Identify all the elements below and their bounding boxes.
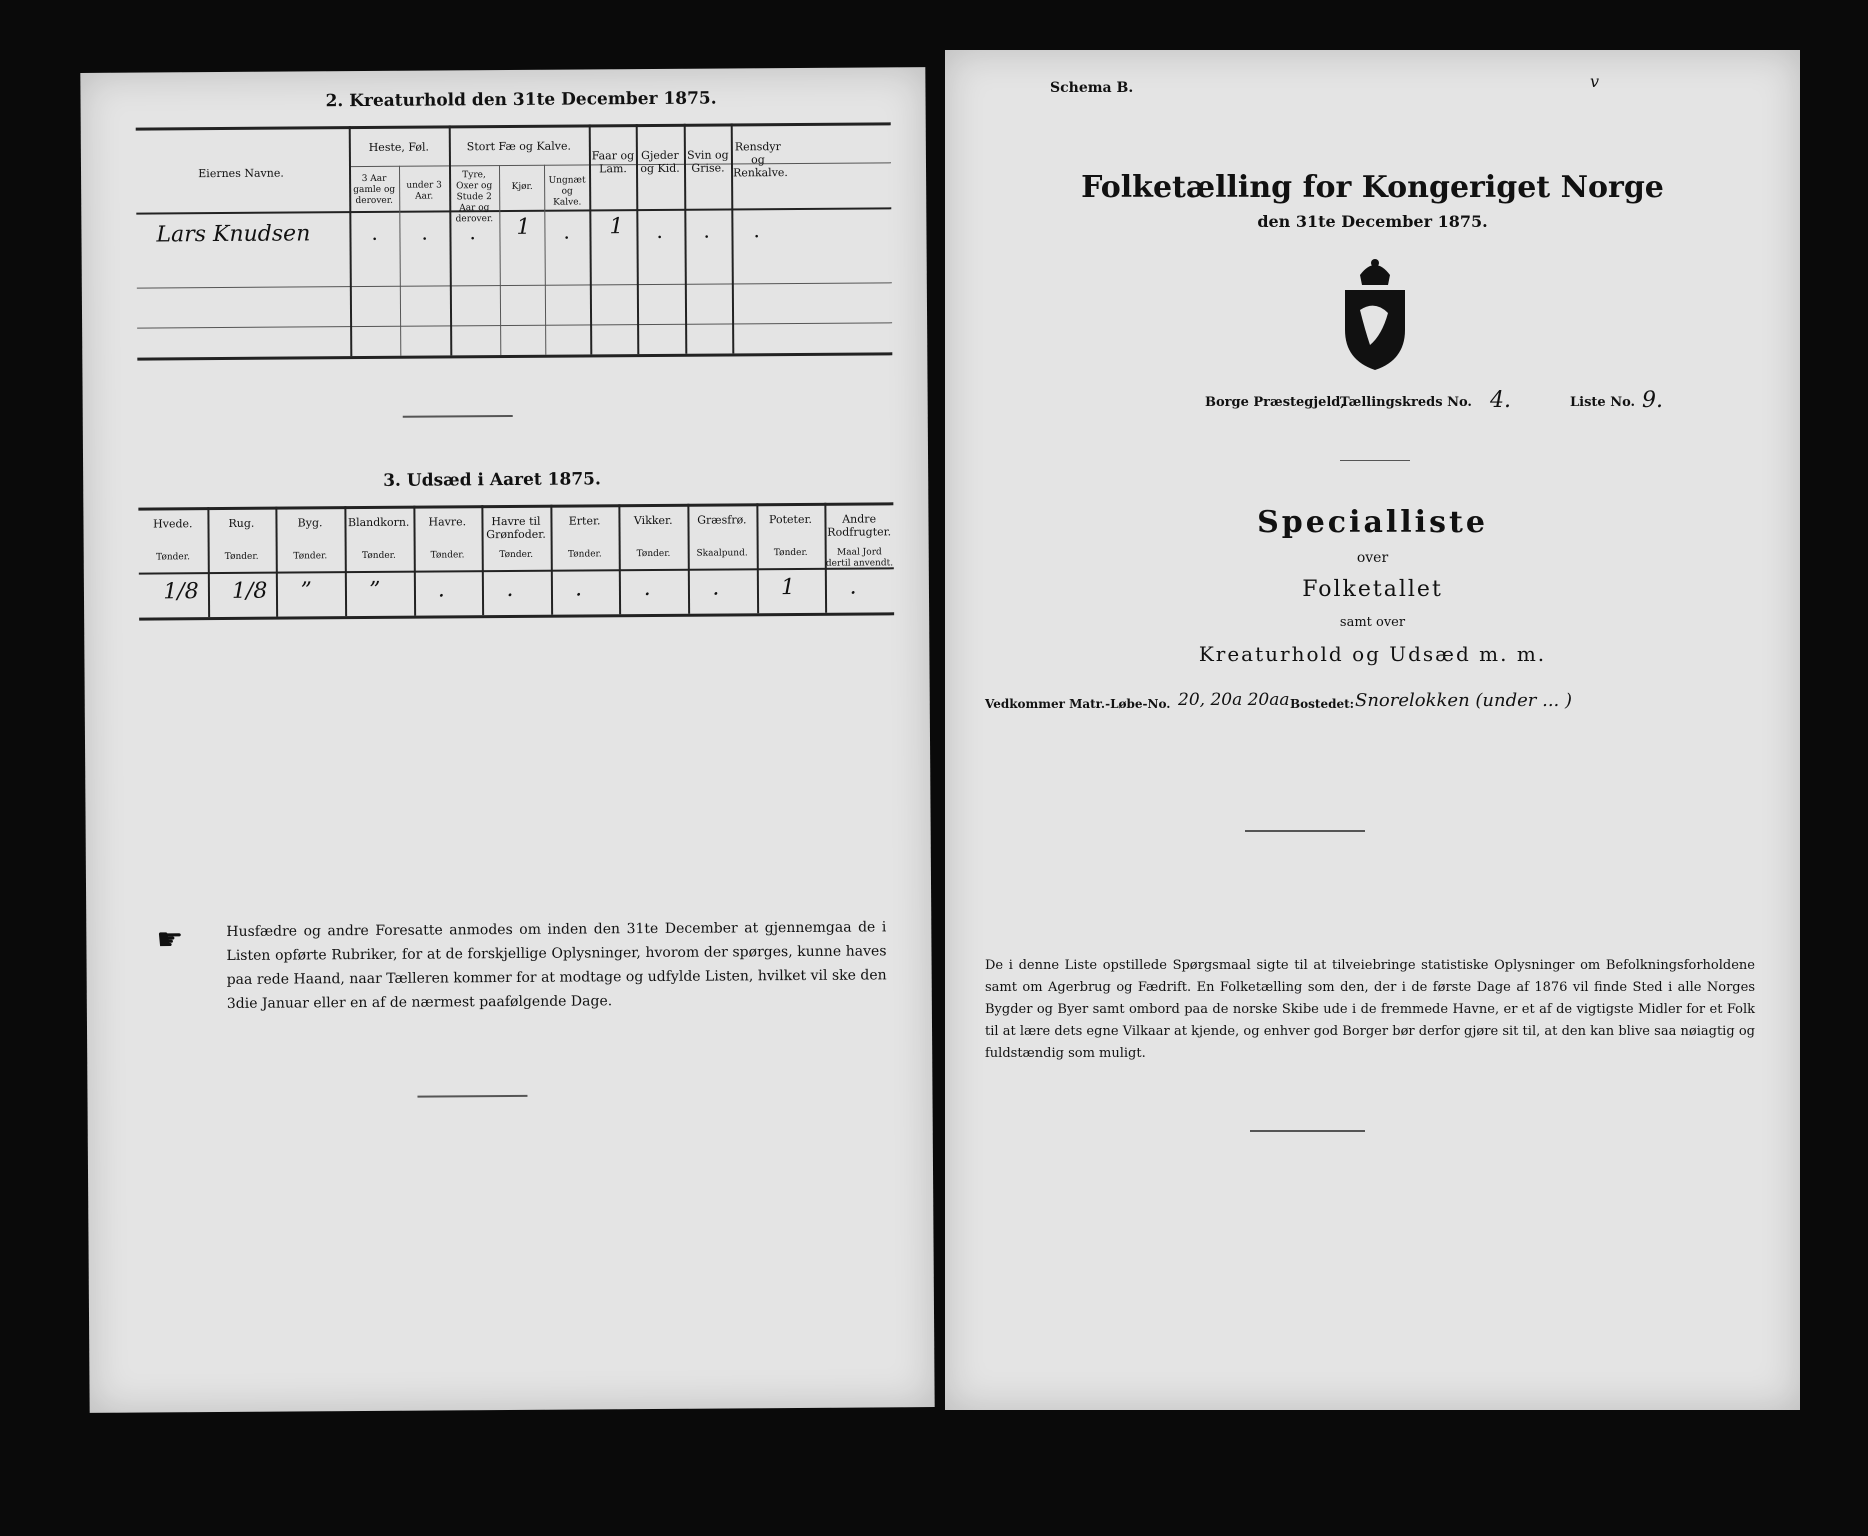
seed-header-8: Græsfrø. — [697, 513, 747, 527]
seed-unit-9: Tønder. — [773, 547, 808, 559]
value-horses-young: . — [421, 220, 428, 245]
over-text-1: over — [1356, 550, 1389, 566]
seed-unit-10: Maal Jord dertil anvendt. — [825, 547, 894, 569]
seed-unit-4: Tønder. — [430, 550, 465, 561]
table-rule — [138, 502, 893, 510]
header-horses: Heste, Føl. — [368, 140, 430, 154]
value-young-cattle: . — [563, 219, 570, 244]
table-rule — [137, 322, 892, 328]
folketallet-text: Folketallet — [1302, 577, 1443, 602]
seed-header-9: Poteter. — [768, 512, 813, 527]
seed-value-5: . — [506, 576, 514, 603]
value-pigs: . — [703, 218, 710, 243]
footer-text: De i denne Liste opstillede Spørgsmaal sigte til at tilveiebringe statistiske Oplysninger om Befolkningsforholdene samt om Agerbrug og Fædrift. En Folketælling som den, der i de første Dage af 1876 vil finde Sted i alle Norges Bygder og Byer samt ombord paa de norske Skibe ude i de fremmede Havne, er et af de vigtigste Midler for et Folk til at lære dets egne Vilkaar at kjende, og enhver god Borger bør derfor gjøre sit til, at den kan blive saa nøiagtig og fuldstændig som muligt. — [985, 958, 1755, 1061]
seed-value-7: . — [643, 575, 651, 602]
seed-value-0: 1/8 — [163, 579, 199, 605]
special-title: Specialliste — [1257, 505, 1488, 540]
list-label: Liste No. — [1570, 395, 1636, 410]
header-cattle-sub2: Kjør. — [511, 181, 533, 192]
seed-header-2: Byg. — [297, 516, 323, 530]
bosted-value: Snorelokken (under ... ) — [1355, 690, 1573, 711]
header-pigs: Svin og Grise. — [687, 148, 729, 175]
separator — [1245, 830, 1365, 832]
district-label: Tællingskreds No. — [1340, 395, 1472, 410]
value-reindeer: . — [753, 218, 760, 243]
header-reindeer: Rensdyr og Renkalve. — [733, 140, 788, 180]
seed-unit-1: Tønder. — [224, 551, 259, 562]
samt-over-text: samt over — [1339, 615, 1406, 630]
seed-header-10: Andre Rodfrugter. — [827, 512, 892, 539]
separator — [403, 415, 513, 418]
seed-unit-6: Tønder. — [567, 549, 602, 560]
matr-label: Vedkommer Matr.-Løbe-No. — [985, 697, 1171, 711]
seed-value-10: . — [849, 574, 857, 600]
notice-hand-icon: ☛ — [156, 922, 184, 958]
header-cattle: Stort Fæ og Kalve. — [466, 139, 571, 154]
main-title: Folketælling for Kongeriget Norge — [1081, 170, 1664, 205]
seed-value-3: ” — [369, 577, 381, 603]
schema-label: Schema B. — [1050, 80, 1134, 96]
seed-unit-3: Tønder. — [362, 550, 396, 562]
section3-title: 3. Udsæd i Aaret 1875. — [383, 469, 601, 491]
notice-text: Husfædre og andre Foresatte anmodes om inden den 31te December at gjennemgaa de i Listen opførte Rubriker, for at de forskjellige Oplysninger, hvorom der spørges, kunne haves paa rede Haand, naar Tælleren kommer for at modtage og udfylde Listen, hvilket vil ske den 3die Januar eller en af de nærmest paafølgende Dage. — [226, 919, 887, 1012]
table-rule — [139, 612, 894, 620]
header-owner: Eiernes Navne. — [198, 166, 284, 181]
left-page — [80, 67, 934, 1413]
table-rule — [137, 282, 892, 288]
coat-of-arms-icon — [1330, 255, 1420, 375]
table-rule — [139, 567, 894, 574]
seed-value-2: ” — [300, 578, 312, 604]
separator — [417, 1095, 527, 1098]
table-rule — [499, 165, 501, 355]
corner-mark: v — [1590, 72, 1600, 91]
district-value: 4. — [1490, 388, 1511, 413]
bosted-label: Bostedet: — [1290, 697, 1355, 711]
seed-value-9: 1 — [780, 574, 796, 601]
header-cattle-sub1: Tyre, Oxer og Stude 2 Aar og derover. — [455, 170, 494, 225]
value-sheep: 1 — [609, 214, 624, 240]
value-horses-old: . — [371, 220, 378, 245]
value-cows: 1 — [516, 214, 531, 240]
seed-header-6: Erter. — [568, 514, 601, 528]
header-goats: Gjeder og Kid. — [640, 148, 680, 176]
seed-unit-8: Skaalpund. — [696, 548, 748, 559]
table-rule — [449, 125, 453, 355]
seed-unit-7: Tønder. — [636, 548, 671, 560]
section2-title: 2. Kreaturhold den 31te December 1875. — [325, 88, 717, 112]
seed-header-1: Rug. — [228, 516, 255, 530]
separator — [1340, 460, 1410, 461]
seed-header-7: Vikker. — [633, 513, 673, 528]
table-rule — [137, 352, 892, 360]
seed-unit-2: Tønder. — [293, 551, 328, 562]
header-horses-sub2: under 3 Aar. — [406, 180, 442, 202]
owner-name: Lars Knudsen — [156, 221, 311, 248]
kreaturhold-text: Kreaturhold og Udsæd m. m. — [1198, 642, 1547, 666]
header-sheep: Faar og Lam. — [591, 149, 635, 176]
list-value: 9. — [1642, 388, 1663, 413]
parish-label: Borge Præstegjeld, — [1205, 395, 1345, 410]
seed-unit-5: Tønder. — [499, 549, 534, 561]
seed-header-0: Hvede. — [153, 517, 193, 531]
right-page — [945, 50, 1800, 1410]
table-rule — [136, 122, 891, 130]
value-goats: . — [656, 218, 663, 243]
table-rule — [136, 207, 891, 214]
seed-value-6: . — [574, 576, 583, 602]
seed-value-8: . — [712, 575, 720, 601]
seed-header-3: Blandkorn. — [347, 515, 410, 530]
seed-value-4: . — [437, 577, 445, 603]
seed-header-4: Havre. — [428, 515, 467, 529]
header-horses-sub1: 3 Aar gamle og derover. — [353, 173, 396, 207]
header-cattle-sub3: Ungnæt og Kalve. — [548, 175, 586, 208]
matr-value: 20, 20a 20aa — [1178, 690, 1290, 710]
main-date: den 31te December 1875. — [1257, 212, 1488, 231]
seed-unit-0: Tønder. — [156, 552, 190, 563]
table-rule — [349, 126, 353, 356]
separator — [1250, 1130, 1365, 1132]
seed-header-5: Havre til Grønfoder. — [486, 514, 546, 542]
seed-value-1: 1/8 — [231, 578, 268, 604]
value-bulls: . — [469, 220, 476, 245]
